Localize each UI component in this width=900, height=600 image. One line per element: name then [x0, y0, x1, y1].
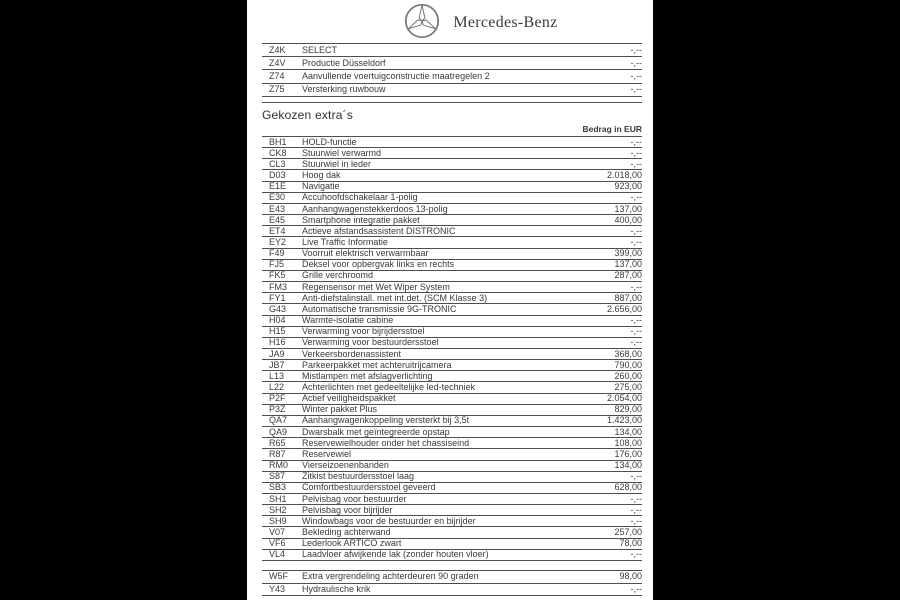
- option-price: -,--: [630, 493, 642, 504]
- option-label: Aanhangwagenkoppeling versterkt bij 3,5t: [302, 415, 470, 426]
- option-label: Warmte-isolatie cabine: [302, 315, 394, 326]
- option-price: 134,00: [614, 426, 642, 437]
- option-label: Reservewiel: [302, 448, 352, 459]
- table-row: [262, 437, 642, 448]
- option-label: Actief veiligheidspakket: [302, 393, 396, 404]
- option-price: 790,00: [614, 359, 642, 370]
- option-code: E1E: [269, 181, 287, 192]
- option-price: 176,00: [614, 448, 642, 459]
- table-row: [262, 214, 642, 225]
- table-row: [262, 426, 642, 437]
- option-label: Lederlook ARTICO zwart: [302, 538, 402, 549]
- option-code: E30: [269, 192, 286, 203]
- option-label: Live Traffic Informatie: [302, 236, 388, 247]
- option-code: H16: [269, 337, 286, 348]
- option-label: HOLD-functie: [302, 136, 357, 147]
- option-label: Pelvisbag voor bijrijder: [302, 504, 393, 515]
- option-label: SELECT: [302, 44, 338, 55]
- option-code: QA7: [269, 415, 288, 426]
- option-code: R65: [269, 437, 286, 448]
- option-code: H15: [269, 326, 286, 337]
- option-price: 257,00: [614, 527, 642, 538]
- table-row: [262, 326, 642, 337]
- option-price: 78,00: [619, 538, 642, 549]
- option-label: Stuurwiel in leder: [302, 158, 372, 169]
- table-row: [262, 448, 642, 459]
- option-code: BH1: [269, 136, 287, 147]
- option-price: -,--: [630, 44, 642, 55]
- option-code: L22: [269, 382, 285, 393]
- option-code: FK5: [269, 270, 286, 281]
- option-label: Comfortbestuurdersstoel geveerd: [302, 482, 436, 493]
- table-row: [262, 471, 642, 482]
- option-code: SH2: [269, 504, 287, 515]
- option-code: FY1: [269, 292, 286, 303]
- option-price: 287,00: [614, 270, 642, 281]
- document-content: [262, 0, 642, 600]
- option-price: -,--: [630, 70, 642, 81]
- option-label: Hoog dak: [302, 170, 341, 181]
- option-label: Verkeersbordenassistent: [302, 348, 402, 359]
- table-row: [262, 192, 642, 203]
- option-price: 368,00: [614, 348, 642, 359]
- option-label: Accuhoofdschakelaar 1-polig: [302, 192, 418, 203]
- option-price: 108,00: [614, 437, 642, 448]
- option-price: -,--: [630, 584, 642, 595]
- table-row: [262, 538, 642, 549]
- table-row: [262, 270, 642, 281]
- additional-options-table: [262, 570, 642, 596]
- table-row: [262, 482, 642, 493]
- option-price: 2.018,00: [606, 170, 642, 181]
- option-label: Automatische transmissie 9G-TRONIC: [302, 303, 457, 314]
- table-row: [262, 56, 642, 69]
- table-row: [262, 570, 642, 583]
- option-price: -,--: [630, 136, 642, 147]
- option-code: L13: [269, 370, 285, 381]
- option-label: Pelvisbag voor bestuurder: [302, 493, 407, 504]
- table-row: [262, 147, 642, 158]
- option-label: Vierseizoenenbanden: [302, 460, 389, 471]
- option-code: P2F: [269, 393, 286, 404]
- table-row: [262, 337, 642, 348]
- option-label: Anti-diefstalinstall. met int.det. (SCM Klasse 3): [302, 292, 488, 303]
- option-code: Z74: [269, 70, 285, 81]
- option-price: 2.054,00: [606, 393, 642, 404]
- table-row: [262, 526, 642, 537]
- option-code: G43: [269, 303, 287, 314]
- option-label: Hydraulische krik: [302, 584, 371, 595]
- option-price: -,--: [630, 549, 642, 560]
- table-row: [262, 69, 642, 82]
- table-row: [262, 549, 642, 560]
- option-label: Winter pakket Plus: [302, 404, 378, 415]
- option-price: 887,00: [614, 292, 642, 303]
- option-price: -,--: [630, 504, 642, 515]
- option-price: 137,00: [614, 259, 642, 270]
- option-label: Grille verchroomd: [302, 270, 374, 281]
- table-row: [262, 259, 642, 270]
- option-code: FM3: [269, 281, 287, 292]
- table-row: [262, 203, 642, 214]
- amount-column-header: Bedrag in EUR: [582, 124, 642, 134]
- option-label: Smartphone integratie pakket: [302, 214, 420, 225]
- table-row: [262, 248, 642, 259]
- table-row: [262, 504, 642, 515]
- option-label: Aanhangwagenstekkerdoos 13-polig: [302, 203, 448, 214]
- option-price: 98,00: [619, 571, 642, 582]
- option-code: W5F: [269, 571, 288, 582]
- section-title: Gekozen extra´s: [262, 108, 354, 122]
- table-row: [262, 236, 642, 247]
- option-code: ET4: [269, 225, 286, 236]
- option-code: SH9: [269, 515, 287, 526]
- option-price: 628,00: [614, 482, 642, 493]
- option-label: Reservewielhouder onder het chassiseind: [302, 437, 470, 448]
- option-price: -,--: [630, 192, 642, 203]
- option-code: JA9: [269, 348, 285, 359]
- option-code: Z4K: [269, 44, 286, 55]
- option-code: P3Z: [269, 404, 286, 415]
- chosen-extras-table: [262, 136, 642, 561]
- table-row: [262, 181, 642, 192]
- option-code: SH1: [269, 493, 287, 504]
- option-code: CK8: [269, 147, 287, 158]
- option-price: -,--: [630, 84, 642, 95]
- option-price: 260,00: [614, 370, 642, 381]
- table-row: [262, 315, 642, 326]
- option-code: F49: [269, 248, 285, 259]
- table-row: [262, 281, 642, 292]
- mercedes-star-icon: [404, 3, 440, 44]
- option-code: CL3: [269, 158, 286, 169]
- option-label: Achterlichten met gedeeltelijke led-techniek: [302, 382, 476, 393]
- option-price: 134,00: [614, 460, 642, 471]
- option-code: H04: [269, 315, 286, 326]
- option-label: Regensensor met Wet Wiper System: [302, 281, 450, 292]
- option-label: Dwarsbalk met geïntegreerde opstap: [302, 426, 450, 437]
- option-price: 829,00: [614, 404, 642, 415]
- table-row: [262, 43, 642, 56]
- option-code: R87: [269, 448, 286, 459]
- table-row: [262, 370, 642, 381]
- option-label: Verwarming voor bestuurdersstoel: [302, 337, 439, 348]
- option-price: 137,00: [614, 203, 642, 214]
- option-code: Y43: [269, 584, 286, 595]
- option-code: VL4: [269, 549, 286, 560]
- table-row: [262, 348, 642, 359]
- option-price: -,--: [630, 158, 642, 169]
- option-price: -,--: [630, 326, 642, 337]
- table-row: [262, 83, 642, 96]
- option-price: -,--: [630, 281, 642, 292]
- option-code: EY2: [269, 236, 287, 247]
- brand-header: [291, 4, 671, 42]
- table-row: [262, 292, 642, 303]
- table-row: [262, 404, 642, 415]
- option-code: D03: [269, 170, 286, 181]
- option-code: E43: [269, 203, 286, 214]
- table-row: [262, 158, 642, 169]
- option-label: Bekleding achterwand: [302, 527, 391, 538]
- table-row: [262, 583, 642, 596]
- option-code: SB3: [269, 482, 287, 493]
- option-price: -,--: [630, 147, 642, 158]
- option-code: Z4V: [269, 57, 286, 68]
- option-price: 400,00: [614, 214, 642, 225]
- option-label: Aanvullende voertuigconstructie maatregelen 2: [302, 70, 490, 81]
- option-label: Mistlampen met afslagverlichting: [302, 370, 433, 381]
- option-label: Voorruit elektrisch verwarmbaar: [302, 248, 429, 259]
- option-code: QA9: [269, 426, 288, 437]
- option-code: JB7: [269, 359, 285, 370]
- table-row: [262, 303, 642, 314]
- option-label: Stuurwiel verwarmd: [302, 147, 382, 158]
- option-label: Extra vergrendeling achterdeuren 90 graden: [302, 571, 479, 582]
- option-label: Parkeerpakket met achteruitrijcamera: [302, 359, 452, 370]
- option-price: 2.656,00: [606, 303, 642, 314]
- option-code: E45: [269, 214, 286, 225]
- option-price: -,--: [630, 236, 642, 247]
- table-row: [262, 169, 642, 180]
- table-row: [262, 393, 642, 404]
- section-divider: [262, 102, 642, 103]
- option-label: Productie Düsseldorf: [302, 57, 386, 68]
- table-row: [262, 515, 642, 526]
- option-price: -,--: [630, 337, 642, 348]
- option-label: Deksel voor opbergvak links en rechts: [302, 259, 455, 270]
- option-price: 923,00: [614, 181, 642, 192]
- standard-options-table: [262, 43, 642, 97]
- option-price: -,--: [630, 57, 642, 68]
- option-price: 399,00: [614, 248, 642, 259]
- table-row: [262, 460, 642, 471]
- option-label: Zitkist bestuurdersstoel laag: [302, 471, 415, 482]
- table-row: [262, 225, 642, 236]
- table-row: [262, 415, 642, 426]
- option-label: Laadvloer afwijkende lak (zonder houten vloer): [302, 549, 489, 560]
- option-code: Z75: [269, 84, 285, 95]
- option-code: RM0: [269, 460, 289, 471]
- option-code: V07: [269, 527, 286, 538]
- option-price: -,--: [630, 471, 642, 482]
- option-price: -,--: [630, 315, 642, 326]
- option-price: 1.423,00: [606, 415, 642, 426]
- table-row: [262, 359, 642, 370]
- option-label: Actieve afstandsassistent DISTRONIC: [302, 225, 456, 236]
- option-code: S87: [269, 471, 286, 482]
- option-price: 275,00: [614, 382, 642, 393]
- option-label: Versterking ruwbouw: [302, 84, 386, 95]
- option-label: Verwarming voor bijrijdersstoel: [302, 326, 425, 337]
- option-code: FJ5: [269, 259, 285, 270]
- table-row: [262, 381, 642, 392]
- option-label: Windowbags voor de bestuurder en bijrijder: [302, 515, 476, 526]
- document-page: [247, 0, 653, 600]
- option-code: VF6: [269, 538, 286, 549]
- option-price: -,--: [630, 225, 642, 236]
- option-label: Navigatie: [302, 181, 340, 192]
- brand-name: Mercedes-Benz: [453, 14, 558, 31]
- table-row: [262, 493, 642, 504]
- option-price: -,--: [630, 515, 642, 526]
- table-row: [262, 136, 642, 147]
